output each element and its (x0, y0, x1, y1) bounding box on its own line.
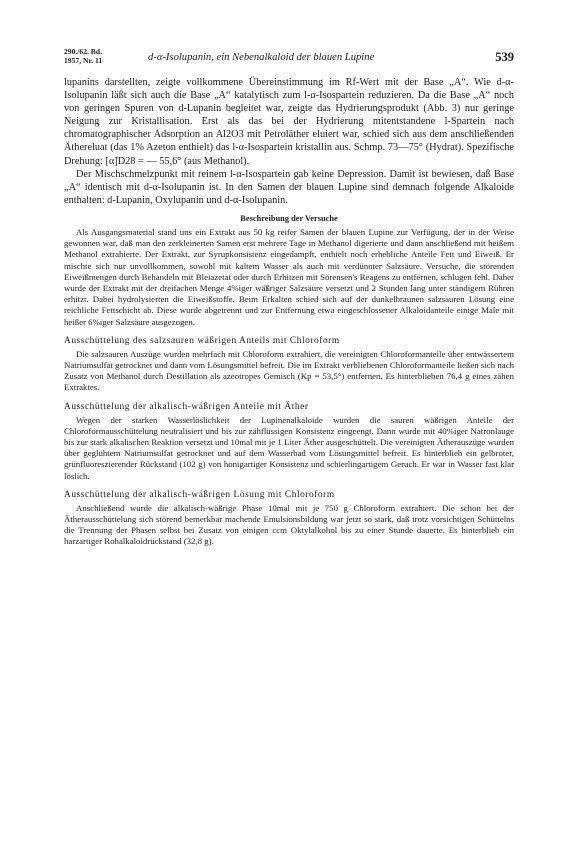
subsection-text-2: Wegen der starken Wasserlöslichkeit der Lupinenalkaloide wurden die sauren wäßrigen Anteile der Chloroformausschüttelung neutralisiert und bis zur zähflüssigen Konsistenz eingeengt. Dann wurde mit 40%iger Natronlauge bis zur stark alkalischen Reaktion versetzt und 10mal mit je 1 Liter Äther ausgeschüttelt. Die vereinigten Ätherauszüge wurden über geglühtem Natriumsulfat getrocknet und auf dem Wasserbad vom Lösungsmittel befreit. Es hinterblieb ein gelbroter, grünfluoreszierender Rückstand (102 g) von honigartiger Konsistenz und schierlingartigem Geruch. Er war in Wasser fast klar löslich. (64, 414, 514, 481)
journal-reference (64, 48, 102, 65)
experiment-intro-paragraph: Als Ausgangsmaterial stand uns ein Extrakt aus 50 kg reifer Samen der blauen Lupine zur Verfügung, der in der Weise gewonnen war, daß man den zerkleinerten Samen erst mehrere Tage in Methanol digerierte und dann anschließend mit heißem Methanol extrahierte. Der Extrakt, zur Syrupkonsistenz eingedampft, enthielt noch erhebliche Anteile Fett und Eiweiß. Er mischte sich nur unvollkommen, sowohl mit kaltem Wasser als auch mit verdünnter Salzsäure. Versuche, die störenden Eiweißmengen durch Behandeln mit Bleiazetat oder durch Erhitzen mit Sörensen's Reagens zu entfernen, schlugen fehl. Daher wurde der Extrakt mit der dreifachen Menge 4%iger wäßriger Salzsäure versetzt und 2 Stunden lang unter ständigem Rühren erhitzt. Dabei hydrolysierten die Eiweißstoffe. Beim Erkalten schied sich auf der dunkelbraunen salzsauren Lösung eine reichliche Fettschicht ab. Diese wurde abgetrennt und zur Entfernung etwa eingeschlossener Alkaloidanteile einige Male mit heißer 6%iger Salzsäure ausgezogen. (64, 226, 514, 327)
running-header (64, 46, 514, 76)
subsection-title-1: Ausschüttelung des salzsauren wäßrigen Anteils mit Chloroform (64, 335, 340, 346)
subsection-title-3: Ausschüttelung der alkalisch-wäßrigen Lösung mit Chloroform (64, 489, 335, 500)
subsection-title-2: Ausschüttelung der alkalisch-wäßrigen Anteile mit Äther (64, 401, 309, 412)
journal-issue: 1957, Nr. 11 (64, 55, 103, 65)
intro-text (64, 76, 514, 207)
intro-paragraph-1: lupanins darstellten, zeigte vollkommene Übereinstimmung im Rf-Wert mit der Base „A“. Wie d-α-Isolupanin läßt sich auch die Base „A“ katalytisch zum l-α-Isospartein reduzieren. Da die Base „A“ noch von geringen Spuren von d-Lupanin begleitet war, zeigte das Hydrierungsprodukt (Abb. 3) nur geringe Neigung zur Kristallisation. Erst als das bei der Hydrierung mitentstandene l-Spartein nach chromatographischer Adsorption an Al2O3 mit Petroläther eluiert war, schied sich aus dem anschließenden Äthereluat (das 1% Azeton enthielt) das l-α-Isospartein kristallin aus. Schmp. 73—75° (Hydrat). Spezifische Drehung: [α]D28 = — 55,6° (aus Methanol). (64, 77, 514, 167)
intro-paragraph-2: Der Mischschmelzpunkt mit reinem l-α-Isospartein gab keine Depression. Damit ist bewiesen, daß Base „A“ identisch mit d-α-Isolupanin ist. In den Samen der blauen Lupine sind demnach folgende Alkaloide enthalten: d-Lupanin, Oxylupanin und d-α-Isolupanin. (64, 168, 514, 206)
journal-volume: 290./62. Bd. (64, 47, 102, 56)
section-title: Beschreibung der Versuche (240, 213, 338, 223)
subsection-text-1: Die salzsauren Auszüge wurden mehrfach mit Chloroform extrahiert, die vereinigten Chloroformanteile über entwässertem Natriumsulfat getrocknet und dann vom Lösungsmittel befreit. Die im Extrakt verbliebenen Chloroformanteile ließen sich nach Zusatz von Methanol durch Destillation als azeotropes Gemisch (Kp = 53,5°) entfernen. Es hinterblieben 76,4 g eines zähen Extraktes. (64, 348, 514, 393)
running-title: d-α-Isolupanin, ein Nebenalkaloid der blauen Lupine (148, 52, 375, 63)
subsection-text-3: Anschließend wurde die alkalisch-wäßrige Phase 10mal mit je 750 g Chloroform extrahiert. Die schon bei der Ätherausschüttelung sich störend bemerkbar machende Emulsionsbildung war jetzt so stark, daß trotz vorsichtigen Schüttelns die Trennung der Phasen selbst bei Zusatz von einigen ccm Oktylalkohol bis zu einer Stunde dauerte. Es hinterblieb ein harzartiger Rohalkaloidrückstand (32,8 g). (64, 502, 514, 547)
page-number: 539 (495, 50, 514, 64)
